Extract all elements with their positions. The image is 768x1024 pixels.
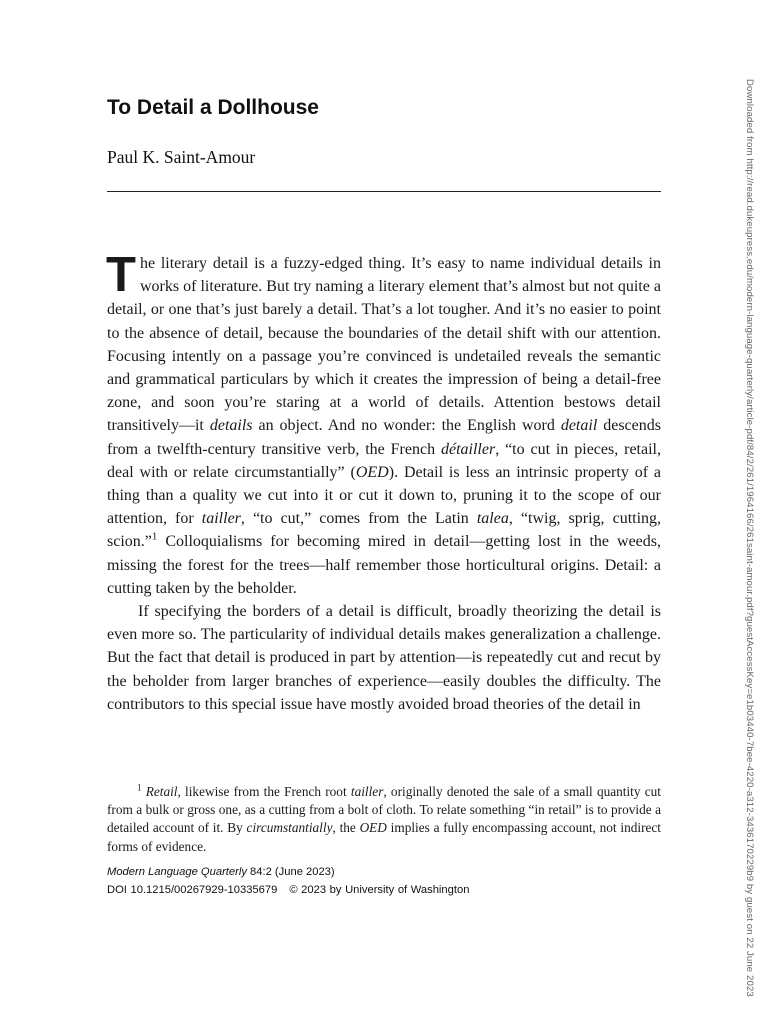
journal-issue: 84:2 (June 2023): [246, 866, 335, 878]
text-run: OED: [355, 463, 389, 481]
text-run: détailler: [440, 440, 496, 458]
text-run: circumstantially: [246, 820, 333, 836]
text-run: he literary detail is a fuzzy-edged thing. It’s easy to name individual details in works of literature. But try naming a literary element that’s almost but not quite a detail, or one that’s just barely a detail. That’s a lot tougher. And it’s no easier to point to the absence of detail, because the boundaries of the detail shift with our attention. Focusing intently on a passage you’re convinced is undetailed reveals the semantic and grammatical particulars by which it creates the impression of being a detail-free zone, and soon you’re staring at a world of details. Attention bestows detail transitively—it: [107, 255, 661, 435]
article-title: To Detail a Dollhouse: [107, 96, 319, 119]
download-watermark: Downloaded from http://read.dukeupress.edu/modern-language-quarterly/article-pdf/84/2/261/1964166/261saint-amour.pdf?guestAccessKey=e1b03440-7bee-4220-a312-3436170229b9 by guest on 22 June 2023: [744, 79, 755, 997]
title-rule: [107, 191, 661, 192]
text-run: , the: [332, 820, 360, 836]
text-run: details: [209, 417, 253, 435]
text-run: If specifying the borders of a detail is difficult, broadly theorizing the detail is even more so. The particularity of individual details makes generalization a challenge. But the fact that detail is produced in part by attention—is repeatedly cut and recut by the beholder from larger branches of experience—easily doubles the difficulty. The contributors to this special issue have mostly avoided broad theories of the detail in: [107, 603, 661, 713]
text-run: , likewise from the French root: [177, 784, 351, 799]
footnote-1: [107, 783, 661, 856]
text-run: Colloquialisms for becoming mired in detail—getting lost in the weeds, missing the forest for the trees—half remember those horticultural origins. Detail: a cutting taken by the beholder.: [107, 533, 661, 597]
paragraph-2: [107, 600, 661, 716]
text-run: , originally denoted the sale of a small quantity cut from a bulk or gross one, as a cutting from a bolt of cloth. To relate something “in retail” is to provide a detailed account of it. By: [107, 784, 661, 836]
text-run: , “to cut in pieces, retail, deal with or relate circumstantially” (: [107, 440, 661, 481]
journal-name: Modern Language Quarterly: [107, 866, 247, 878]
text-run: tailler: [350, 784, 384, 799]
text-run: an object. And no wonder: the English word: [252, 417, 561, 435]
paragraph-1: [106, 248, 662, 600]
doi: DOI 10.1215/00267929-10335679: [107, 884, 278, 896]
paragraph-1-text: [106, 248, 662, 597]
text-run: Retail: [145, 784, 178, 799]
footnote-marker: 1: [151, 530, 158, 543]
author-name: Paul K. Saint-Amour: [107, 147, 256, 167]
text-run: implies a fully encompassing account, not indirect forms of evidence.: [107, 820, 662, 854]
text-run: OED: [359, 820, 387, 836]
footnote-marker: 1: [137, 782, 142, 793]
drop-cap: T: [106, 248, 136, 302]
text-run: descends from a twelfth-century transitive verb, the French: [107, 417, 661, 458]
text-run: ). Detail is less an intrinsic property of a thing than a quality we cut into it or cut it down to, pruning it to the scope of our attention, for: [107, 463, 662, 528]
text-run: , “twig, sprig, cutting, scion.”: [107, 510, 662, 551]
journal-citation: [107, 866, 335, 878]
text-run: , “to cut,” comes from the Latin: [240, 510, 477, 528]
text-run: detail: [560, 417, 598, 435]
text-run: tailler: [201, 510, 241, 528]
copyright: © 2023 by University of Washington: [289, 884, 470, 896]
text-run: talea: [476, 510, 509, 528]
article-body: [106, 248, 662, 716]
doi-line: [107, 884, 469, 896]
